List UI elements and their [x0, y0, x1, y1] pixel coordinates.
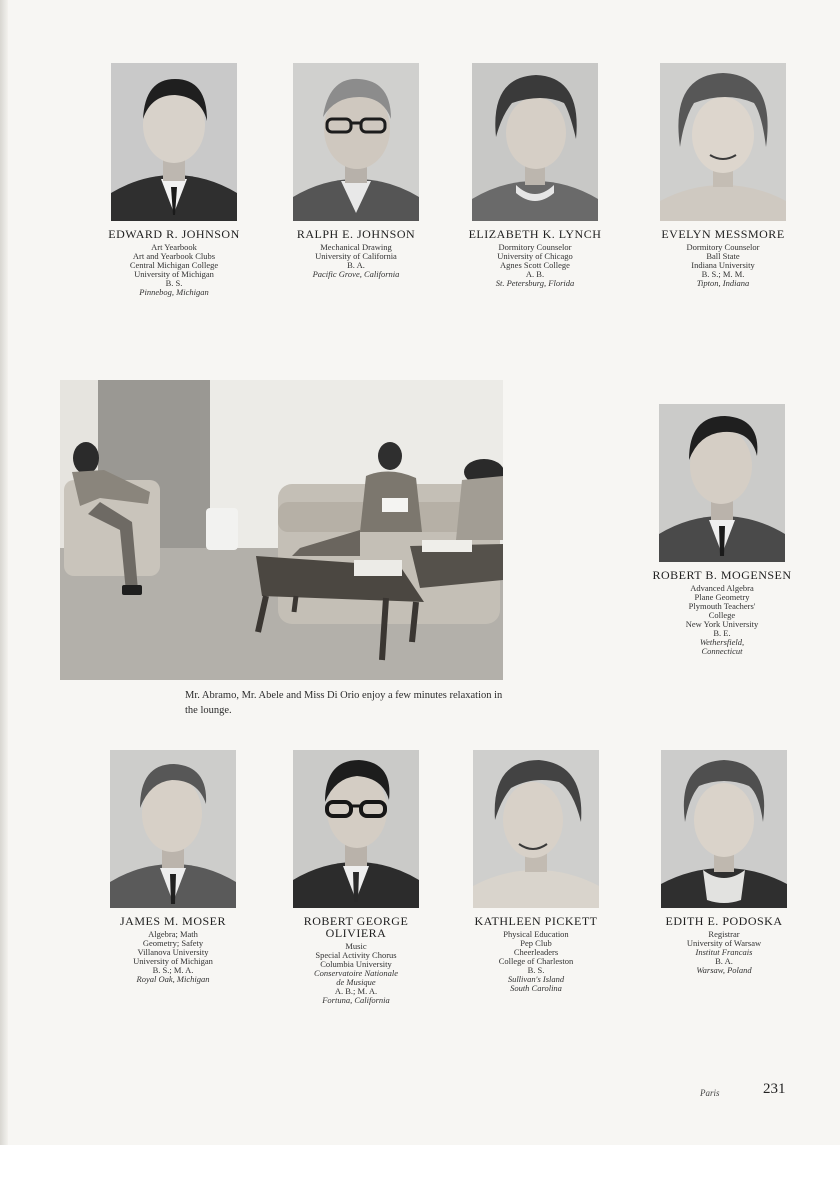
- lounge-caption: Mr. Abramo, Mr. Abele and Miss Di Orio enjoy a few minutes relaxation in the lounge.: [185, 690, 503, 716]
- faculty-details: Algebra; Math Geometry; Safety Villanova University University of Michigan B. S.; M. A. Royal Oak, Michigan: [103, 930, 243, 984]
- faculty-hometown: Tipton, Indiana: [696, 278, 750, 288]
- faculty-details: Mechanical Drawing University of California B. A. Pacific Grove, California: [286, 243, 426, 279]
- faculty-name: ROBERT GEORGE OLIVIERA: [303, 914, 409, 940]
- portrait-photo-robert-mogensen: [659, 404, 785, 562]
- binding-edge: [0, 0, 8, 1195]
- footer-section-label: Paris: [700, 1088, 720, 1098]
- faculty-hometown: Warsaw, Poland: [696, 965, 752, 975]
- faculty-name: RALPH E. JOHNSON: [296, 227, 416, 241]
- faculty-details: Dormitory Counselor Ball State Indiana University B. S.; M. M. Tipton, Indiana: [653, 243, 793, 288]
- faculty-name: EDITH E. PODOSKA: [665, 914, 783, 928]
- faculty-card-edith-podoska: [654, 750, 794, 975]
- portrait-photo-edward-johnson: [111, 63, 237, 221]
- faculty-details: Art Yearbook Art and Yearbook Clubs Central Michigan College University of Michigan B. S. Pinnebog, Michigan: [104, 243, 244, 297]
- page-bottom-margin: [0, 1145, 840, 1195]
- portrait-photo-robert-oliviera: [293, 750, 419, 908]
- faculty-name: ELIZABETH K. LYNCH: [468, 227, 602, 241]
- faculty-card-robert-mogensen: [652, 404, 792, 656]
- faculty-card-elizabeth-lynch: [465, 63, 605, 288]
- faculty-card-ralph-johnson: [286, 63, 426, 279]
- faculty-hometown: South Carolina: [510, 983, 562, 993]
- portrait-photo-edith-podoska: [661, 750, 787, 908]
- portrait-photo-evelyn-messmore: [660, 63, 786, 221]
- faculty-details: Registrar University of Warsaw Institut Francais B. A. Warsaw, Poland: [654, 930, 794, 975]
- faculty-hometown: Wethersfield,: [699, 637, 745, 647]
- faculty-card-james-moser: [103, 750, 243, 984]
- page-number: 231: [763, 1081, 786, 1097]
- faculty-hometown: Fortuna, California: [322, 995, 390, 1005]
- faculty-hometown: Royal Oak, Michigan: [136, 974, 210, 984]
- faculty-hometown: Pacific Grove, California: [312, 269, 400, 279]
- faculty-hometown: Connecticut: [701, 646, 743, 656]
- portrait-photo-kathleen-pickett: [473, 750, 599, 908]
- portrait-photo-elizabeth-lynch: [472, 63, 598, 221]
- faculty-card-robert-oliviera: [286, 750, 426, 1005]
- portrait-photo-james-moser: [110, 750, 236, 908]
- faculty-hometown: St. Petersburg, Florida: [495, 278, 575, 288]
- faculty-hometown: Sullivan's Island: [507, 974, 565, 984]
- faculty-name: JAMES M. MOSER: [119, 914, 227, 928]
- faculty-name: KATHLEEN PICKETT: [474, 914, 598, 928]
- faculty-card-evelyn-messmore: [653, 63, 793, 288]
- faculty-name: EVELYN MESSMORE: [661, 227, 785, 241]
- lounge-photo: [60, 380, 503, 680]
- faculty-name: EDWARD R. JOHNSON: [108, 227, 240, 241]
- faculty-details: Dormitory Counselor University of Chicago Agnes Scott College A. B. St. Petersburg, Florida: [465, 243, 605, 288]
- faculty-details: Physical Education Pep Club Cheerleaders College of Charleston B. S. Sullivan's Island South Carolina: [466, 930, 606, 993]
- faculty-card-kathleen-pickett: [466, 750, 606, 993]
- faculty-details: Advanced Algebra Plane Geometry Plymouth Teachers' College New York University B. E. Wethersfield, Connecticut: [652, 584, 792, 656]
- faculty-hometown: Pinnebog, Michigan: [139, 287, 209, 297]
- faculty-card-edward-johnson: [104, 63, 244, 297]
- faculty-name: ROBERT B. MOGENSEN: [652, 568, 792, 582]
- faculty-details: Music Special Activity Chorus Columbia University Conservatoire Nationale de Musique A. B.; M. A. Fortuna, California: [286, 942, 426, 1005]
- portrait-photo-ralph-johnson: [293, 63, 419, 221]
